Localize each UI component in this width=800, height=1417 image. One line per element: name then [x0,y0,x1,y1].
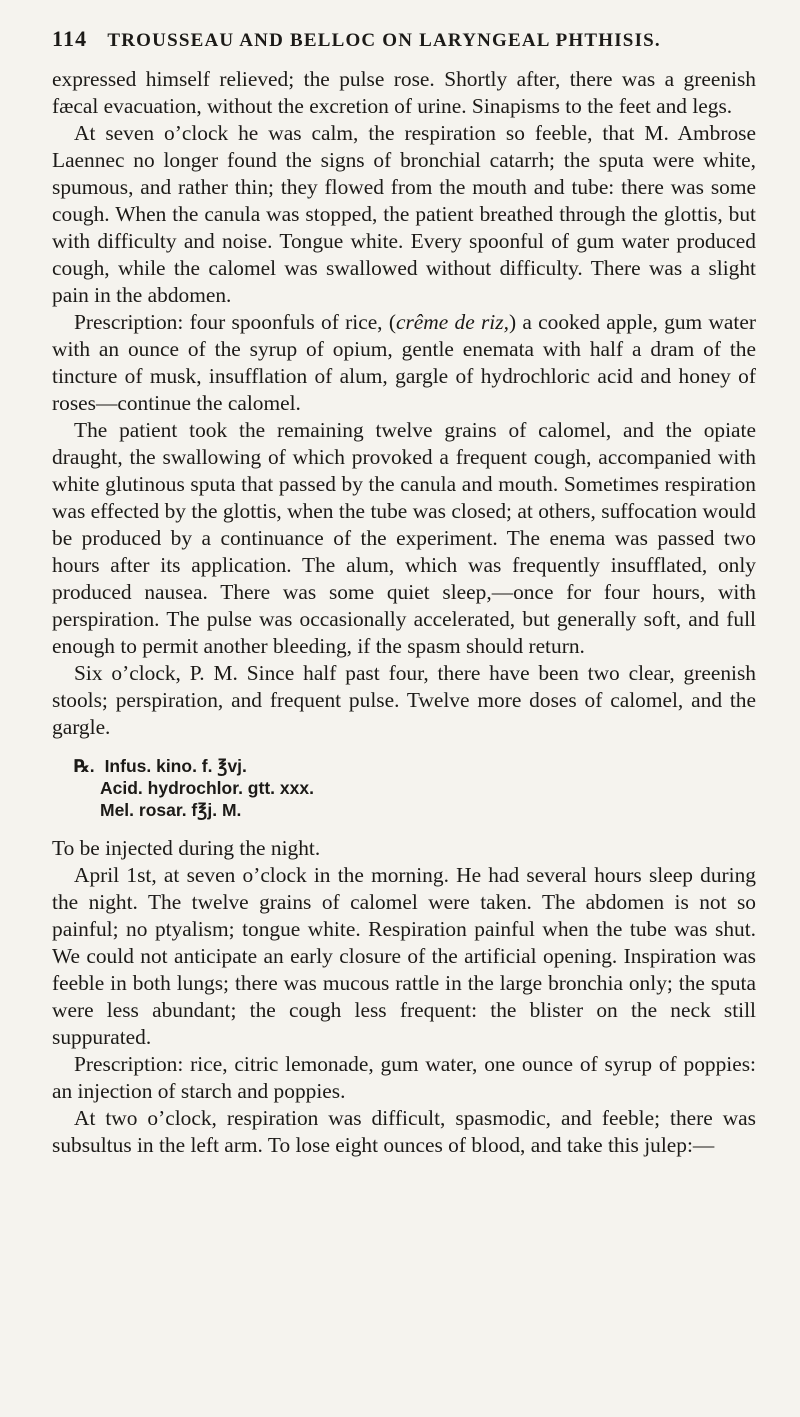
paragraph-calomel: The patient took the remaining twelve grains of calomel, and the opiate draught, the swallowing of which provoked a frequent cough, accompanied with white glutinous sputa that passed by the canula and mouth. Sometimes respiration was effected by the glottis, when the tube was closed; at others, suffocation would be produced by a continuance of the experiment. The enema was passed two hours after its application. The alum, which was frequently insufflated, only produced nausea. There was some quiet sleep,—once for four hours, with perspiration. The pulse was occasionally accelerated, but generally soft, and full enough to permit another bleeding, if the spasm should return. [52,418,756,658]
recipe-block [74,755,756,821]
recipe-ingredient: Acid. hydrochlor. gtt. xxx. [100,778,314,798]
paragraph-injection-note: To be injected during the night. [52,836,321,860]
prescription-italic-term: crême de riz, [395,310,509,334]
recipe-line [74,755,756,777]
page-number: 114 [52,26,88,51]
paragraph-continuation: expressed himself relieved; the pulse rose. Shortly after, there was a greenish fæcal evacuation, without the excretion of urine. Sinapisms to the feet and legs. [52,67,756,118]
paragraph-six-oclock: Six o’clock, P. M. Since half past four, there have been two clear, greenish stools; perspiration, and frequent pulse. Twelve more doses of calomel, and the gargle. [52,661,756,739]
running-title: TROUSSEAU AND BELLOC ON LARYNGEAL PHTHISIS. [107,30,661,51]
paragraph-prescription-1 [52,309,756,417]
prescription-text-start: Prescription: four spoonfuls of rice, ( [74,310,396,334]
paragraph-april-first: April 1st, at seven o’clock in the morning. He had several hours sleep during the night. The twelve grains of calomel were taken. The abdomen is not so painful; no ptyalism; tongue white. Respiration painful when the tube was shut. We could not anticipate an early closure of the artificial opening. Inspiration was feeble in both lungs; there was mucous rattle in the large bronchia only; the sputa were less abundant; the cough less frequent: the blister on the neck still suppurated. [52,863,756,1049]
running-header [52,26,756,52]
body-text [52,66,756,1159]
paragraph-prescription-2: Prescription: rice, citric lemonade, gum water, one ounce of syrup of poppies: an injection of starch and poppies. [52,1052,756,1103]
recipe-ingredient: Infus. kino. f. ℥vj. [104,756,247,776]
prescription-text-end: ) a cooked apple, gum water with an ounce of the syrup of opium, gentle enemata with half a dram of the tincture of musk, insufflation of alum, gargle of hydrochloric acid and honey of roses—continue the calomel. [52,310,756,415]
recipe-ingredient: Mel. rosar. f℥j. M. [100,800,242,820]
paragraph-seven-oclock: At seven o’clock he was calm, the respiration so feeble, that M. Ambrose Laennec no longer found the signs of bronchial catarrh; the sputa were white, spumous, and rather thin; they flowed from the mouth and tube: there was some cough. When the canula was stopped, the patient breathed through the glottis, but with difficulty and noise. Tongue white. Every spoonful of gum water produced cough, while the calomel was swallowed without difficulty. There was a slight pain in the abdomen. [52,121,756,307]
paragraph-two-oclock: At two o’clock, respiration was difficult, spasmodic, and feeble; there was subsultus in the left arm. To lose eight ounces of blood, and take this julep:— [52,1106,756,1157]
recipe-symbol: ℞. [74,756,95,776]
